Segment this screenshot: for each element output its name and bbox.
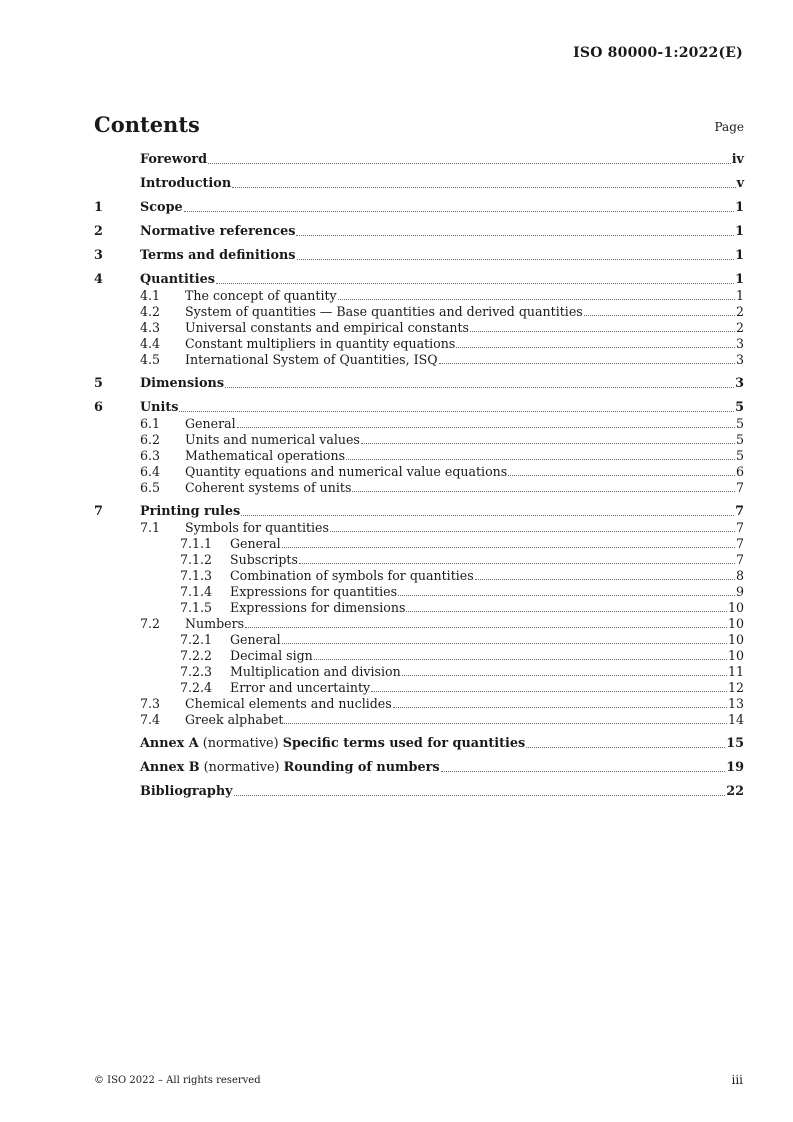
dot-leader [584, 304, 735, 316]
dot-leader [371, 680, 727, 692]
toc-entry-number: 7.2.2 [180, 648, 213, 663]
annex-prefix: Annex B [140, 760, 200, 775]
toc-entry-label: Terms and definitions [140, 248, 296, 263]
toc-entry[interactable] [94, 288, 744, 304]
toc-entry-label: Printing rules [140, 504, 241, 519]
toc-entry-number: 4.1 [140, 288, 161, 303]
toc-entry-number: 4 [94, 272, 103, 287]
toc-entry[interactable] [94, 664, 744, 680]
toc-entry-page: 10 [727, 600, 744, 615]
toc-entry-label: Quantities [140, 272, 215, 287]
dot-leader [470, 320, 735, 332]
toc-entry-number: 7.1.3 [180, 568, 213, 583]
toc-entry[interactable] [94, 784, 744, 800]
toc-entry-page: 5 [735, 416, 744, 431]
dot-leader [406, 600, 727, 612]
dot-leader [526, 736, 725, 748]
toc-entry-number: 7 [94, 504, 103, 519]
dot-leader [508, 464, 735, 476]
dot-leader [284, 712, 727, 724]
toc-entry-number: 7.3 [140, 696, 161, 711]
toc-entry-page: 2 [735, 304, 744, 319]
toc-entry-label: Symbols for quantities [185, 520, 329, 535]
page-title: Contents [94, 112, 200, 137]
dot-leader [282, 536, 735, 548]
toc-entry-label: Introduction [140, 176, 232, 191]
toc-entry[interactable] [94, 520, 744, 536]
toc-entry-page: 7 [735, 520, 744, 535]
toc-entry-page: iv [731, 152, 744, 167]
toc-entry[interactable] [94, 616, 744, 632]
toc-entry-number: 2 [94, 224, 103, 239]
toc-entry[interactable] [94, 336, 744, 352]
toc-entry-number: 7.1 [140, 520, 161, 535]
dot-leader [361, 432, 735, 444]
toc-entry-label: Numbers [185, 616, 245, 631]
toc-entry-page: 7 [735, 504, 744, 519]
toc-entry[interactable] [94, 584, 744, 600]
toc-entry-number: 7.1.2 [180, 552, 213, 567]
dot-leader [297, 248, 735, 260]
toc-entry-label: Greek alphabet [185, 712, 284, 727]
toc-entry-number: 5 [94, 376, 103, 391]
toc-entry[interactable] [94, 448, 744, 464]
toc-entry[interactable] [94, 480, 744, 496]
toc-entry[interactable] [94, 320, 744, 336]
toc-entry-page: 7 [735, 480, 744, 495]
toc-entry-number: 3 [94, 248, 103, 263]
dot-leader [184, 200, 734, 212]
dot-leader [352, 480, 735, 492]
dot-leader [441, 760, 726, 772]
toc-entry-label: International System of Quantities, ISQ [185, 352, 438, 367]
toc-entry[interactable] [94, 152, 744, 168]
toc-entry[interactable] [94, 680, 744, 696]
toc-entry-page: 1 [735, 288, 744, 303]
dot-leader [296, 224, 734, 236]
toc-entry-label: Subscripts [230, 552, 298, 567]
toc-entry-number: 7.2.3 [180, 664, 213, 679]
toc-entry-page: 14 [727, 712, 744, 727]
toc-entry[interactable] [94, 632, 744, 648]
toc-entry-page: 10 [727, 648, 744, 663]
toc-entry-page: v [736, 176, 744, 191]
toc-entry-page: 1 [735, 224, 744, 239]
toc-entry[interactable] [94, 600, 744, 616]
toc-entry-label: General [230, 536, 281, 551]
toc-entry[interactable] [94, 736, 744, 752]
page-number: iii [731, 1073, 743, 1087]
toc-entry-page: 7 [735, 552, 744, 567]
page-column-label: Page [714, 120, 744, 134]
toc-entry-label [140, 760, 440, 776]
toc-entry[interactable] [94, 504, 744, 520]
toc-entry-label: Normative references [140, 224, 296, 239]
toc-entry-number: 7.1.4 [180, 584, 213, 599]
toc-entry-number: 4.4 [140, 336, 161, 351]
annex-prefix: Annex A [140, 736, 199, 751]
toc-entry-page: 6 [735, 464, 744, 479]
toc-entry-page: 3 [735, 352, 744, 367]
toc-entry[interactable] [94, 400, 744, 416]
toc-entry-page: 3 [735, 376, 744, 391]
toc-entry[interactable] [94, 176, 744, 192]
toc-entry[interactable] [94, 352, 744, 368]
toc-entry-label: Expressions for quantities [230, 584, 398, 599]
toc-entry-label: General [185, 416, 236, 431]
toc-entry-label: Units and numerical values [185, 432, 360, 447]
toc-entry-label: Multiplication and division [230, 664, 401, 679]
toc-entry-number: 7.2 [140, 616, 161, 631]
toc-entry-page: 10 [727, 616, 744, 631]
toc-entry-label: The concept of quantity [185, 288, 337, 303]
dot-leader [234, 784, 726, 796]
toc-entry-page: 19 [726, 760, 744, 775]
dot-leader [299, 552, 735, 564]
annex-title: Specific terms used for quantities [282, 736, 526, 751]
toc-entry-page: 8 [735, 568, 744, 583]
annex-type: (normative) [198, 736, 283, 751]
dot-leader [216, 272, 734, 284]
dot-leader [330, 520, 735, 532]
toc-entry-page: 3 [735, 336, 744, 351]
toc-entry[interactable] [94, 304, 744, 320]
toc-entry[interactable] [94, 760, 744, 776]
dot-leader [338, 288, 735, 300]
toc-entry-label: Coherent systems of units [185, 480, 352, 495]
toc-entry[interactable] [94, 376, 744, 392]
toc-entry-page: 11 [727, 664, 744, 679]
toc-entry[interactable] [94, 552, 744, 568]
toc-entry[interactable] [94, 432, 744, 448]
dot-leader [439, 352, 735, 364]
toc-entry-label: Combination of symbols for quantities [230, 568, 474, 583]
toc-entry-page: 9 [735, 584, 744, 599]
toc-entry-page: 5 [735, 432, 744, 447]
toc-entry-number: 6.3 [140, 448, 161, 463]
toc-entry[interactable] [94, 272, 744, 288]
toc-entry-label: Foreword [140, 152, 208, 167]
toc-entry-page: 1 [735, 248, 744, 263]
toc-entry-page: 22 [726, 784, 744, 799]
toc-entry-label: Scope [140, 200, 183, 215]
toc-entry-page: 5 [735, 400, 744, 415]
toc-entry-label: Dimensions [140, 376, 225, 391]
toc-entry-page: 5 [735, 448, 744, 463]
toc-entry-label: Decimal sign [230, 648, 313, 663]
dot-leader [237, 416, 735, 428]
toc-entry-label: Error and uncertainty [230, 680, 371, 695]
toc-entry-label: General [230, 632, 281, 647]
dot-leader [456, 336, 735, 348]
dot-leader [398, 584, 735, 596]
toc-entry-label: System of quantities — Base quantities and derived quantities [185, 304, 583, 319]
copyright-footer: © ISO 2022 – All rights reserved [94, 1075, 261, 1086]
dot-leader [208, 152, 731, 164]
toc-entry-number: 6.1 [140, 416, 161, 431]
dot-leader [402, 664, 727, 676]
toc-entry-label: Units [140, 400, 179, 415]
toc-entry-label: Universal constants and empirical constants [185, 320, 469, 335]
toc-entry-label: Chemical elements and nuclides [185, 696, 392, 711]
dot-leader [245, 616, 727, 628]
toc-entry[interactable] [94, 248, 744, 264]
toc-entry-number: 6.4 [140, 464, 161, 479]
toc-entry[interactable] [94, 712, 744, 728]
toc-entry-page: 1 [735, 272, 744, 287]
toc-entry[interactable] [94, 464, 744, 480]
toc-entry-label: Constant multipliers in quantity equations [185, 336, 456, 351]
toc-entry-label: Expressions for dimensions [230, 600, 406, 615]
toc-entry-number: 7.2.1 [180, 632, 213, 647]
toc-entry-number: 6.5 [140, 480, 161, 495]
toc-entry[interactable] [94, 648, 744, 664]
toc-entry-number: 6.2 [140, 432, 161, 447]
toc-entry-number: 1 [94, 200, 103, 215]
toc-entry-number: 7.1.5 [180, 600, 213, 615]
toc-entry-label [140, 736, 525, 752]
dot-leader [475, 568, 735, 580]
annex-type: (normative) [199, 760, 284, 775]
toc-entry-label: Quantity equations and numerical value equations [185, 464, 508, 479]
dot-leader [282, 632, 727, 644]
toc-entry[interactable] [94, 536, 744, 552]
dot-leader [346, 448, 735, 460]
toc-entry-number: 4.5 [140, 352, 161, 367]
toc-entry-number: 7.2.4 [180, 680, 213, 695]
toc-entry-number: 6 [94, 400, 103, 415]
dot-leader [393, 696, 727, 708]
toc-entry-page: 2 [735, 320, 744, 335]
toc-entry-page: 13 [727, 696, 744, 711]
toc-entry[interactable] [94, 224, 744, 240]
toc-entry-page: 15 [726, 736, 744, 751]
dot-leader [232, 176, 735, 188]
table-of-contents [94, 152, 744, 800]
toc-entry-page: 10 [727, 632, 744, 647]
toc-entry-number: 7.4 [140, 712, 161, 727]
document-id: ISO 80000-1:2022(E) [573, 45, 743, 61]
toc-entry-number: 4.2 [140, 304, 161, 319]
toc-title-row [94, 112, 744, 138]
toc-entry-page: 7 [735, 536, 744, 551]
toc-entry-number: 7.1.1 [180, 536, 213, 551]
toc-entry-page: 12 [727, 680, 744, 695]
toc-entry-number: 4.3 [140, 320, 161, 335]
toc-entry-label: Mathematical operations [185, 448, 346, 463]
dot-leader [241, 504, 734, 516]
toc-entry[interactable] [94, 416, 744, 432]
dot-leader [179, 400, 734, 412]
toc-entry[interactable] [94, 696, 744, 712]
dot-leader [225, 376, 734, 388]
toc-entry[interactable] [94, 200, 744, 216]
dot-leader [314, 648, 727, 660]
toc-entry-label: Bibliography [140, 784, 233, 799]
toc-entry[interactable] [94, 568, 744, 584]
annex-title: Rounding of numbers [283, 760, 440, 775]
toc-entry-page: 1 [735, 200, 744, 215]
